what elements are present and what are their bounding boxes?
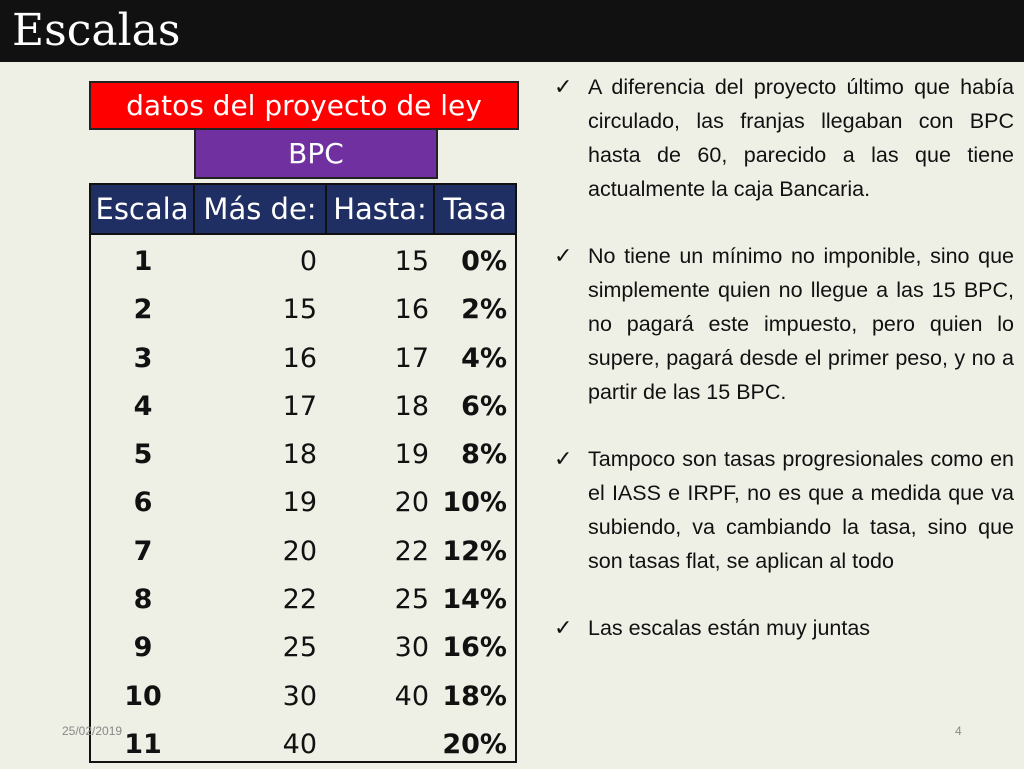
table-row (91, 479, 515, 527)
column-header-hasta: Hasta: (327, 185, 435, 233)
cell-hasta: 22 (394, 535, 429, 567)
cell-tasa: 6% (461, 390, 507, 422)
cell-hasta (327, 721, 435, 769)
table-row (91, 721, 515, 769)
cell-hasta: 18 (394, 390, 429, 422)
cell-tasa: 4% (461, 342, 507, 374)
cell-mas-de: 30 (282, 680, 317, 712)
cell-escala: 8 (133, 584, 153, 616)
checkmark-icon: ✓ (554, 243, 573, 268)
footer-date: 25/02/2019 (62, 724, 123, 738)
checkmark-icon: ✓ (554, 74, 573, 99)
table-header (91, 185, 515, 235)
bullet-item (554, 70, 1014, 206)
cell-mas-de: 16 (282, 342, 317, 374)
cell-tasa: 10% (442, 487, 507, 519)
cell-tasa: 20% (442, 728, 507, 760)
checkmark-icon: ✓ (554, 446, 573, 471)
cell-tasa: 0% (461, 246, 507, 277)
cell-escala: 7 (133, 535, 153, 567)
cell-escala: 2 (133, 294, 153, 326)
header-red-box: datos del proyecto de ley (89, 81, 519, 130)
cell-hasta: 15 (394, 246, 429, 277)
bullet-text: No tiene un mínimo no imponible, sino que simplemente quien no llegue a las 15 BPC, no pagará este impuesto, pero quien lo supere, pagará desde el primer peso, y no a partir de las 15 BPC. (588, 244, 1014, 404)
cell-escala: 10 (124, 680, 162, 712)
cell-mas-de: 15 (282, 294, 317, 326)
table-row (91, 624, 515, 672)
cell-hasta: 25 (394, 584, 429, 616)
cell-hasta: 17 (394, 342, 429, 374)
cell-escala: 1 (133, 246, 153, 277)
cell-mas-de: 19 (282, 487, 317, 519)
bullet-list (554, 70, 1014, 678)
table-row (91, 335, 515, 383)
checkmark-icon: ✓ (554, 615, 573, 640)
cell-tasa: 8% (461, 439, 507, 471)
escalas-table (89, 183, 517, 763)
cell-escala: 4 (133, 390, 153, 422)
cell-escala: 6 (133, 487, 153, 519)
header-purple-box: BPC (194, 128, 438, 179)
table-body (91, 235, 515, 769)
column-header-tasa: Tasa (443, 192, 507, 226)
cell-mas-de: 0 (299, 246, 317, 277)
slide-number: 4 (955, 724, 962, 738)
column-header-escala: Escala (91, 185, 195, 233)
cell-hasta: 30 (394, 632, 429, 664)
cell-escala: 5 (133, 439, 153, 471)
cell-tasa: 14% (442, 584, 507, 616)
cell-mas-de: 25 (282, 632, 317, 664)
table-row (91, 528, 515, 576)
table-row (91, 576, 515, 624)
table-row (91, 431, 515, 479)
cell-mas-de: 18 (282, 439, 317, 471)
cell-hasta: 16 (394, 294, 429, 326)
table-row (91, 286, 515, 334)
cell-escala: 3 (133, 342, 153, 374)
cell-tasa: 12% (442, 535, 507, 567)
cell-mas-de: 17 (282, 390, 317, 422)
bullet-text: Las escalas están muy juntas (588, 616, 871, 640)
bullet-text: A diferencia del proyecto último que había circulado, las franjas llegaban con BPC hasta de 60, parecido a las que tiene actualmente la caja Bancaria. (588, 75, 1014, 201)
column-header-mas-de: Más de: (195, 185, 327, 233)
cell-hasta: 40 (394, 680, 429, 712)
bullet-item (554, 239, 1014, 409)
table-row (91, 383, 515, 431)
bullet-item (554, 611, 1014, 645)
cell-hasta: 20 (394, 487, 429, 519)
title-bar (0, 0, 1024, 62)
cell-mas-de: 20 (282, 535, 317, 567)
cell-escala: 9 (133, 632, 153, 664)
cell-hasta: 19 (394, 439, 429, 471)
cell-escala: 11 (124, 728, 162, 760)
cell-mas-de: 40 (282, 728, 317, 760)
slide-title: Escalas (12, 5, 181, 56)
cell-tasa: 2% (461, 294, 507, 326)
bullet-text: Tampoco son tasas progresionales como en el IASS e IRPF, no es que a medida que va subiendo, va cambiando la tasa, sino que son tasas flat, se aplican al todo (588, 447, 1014, 573)
cell-tasa: 18% (442, 680, 507, 712)
cell-tasa: 16% (442, 632, 507, 664)
bullet-item (554, 442, 1014, 578)
table-row (91, 238, 515, 286)
cell-mas-de: 22 (282, 584, 317, 616)
table-row (91, 673, 515, 721)
